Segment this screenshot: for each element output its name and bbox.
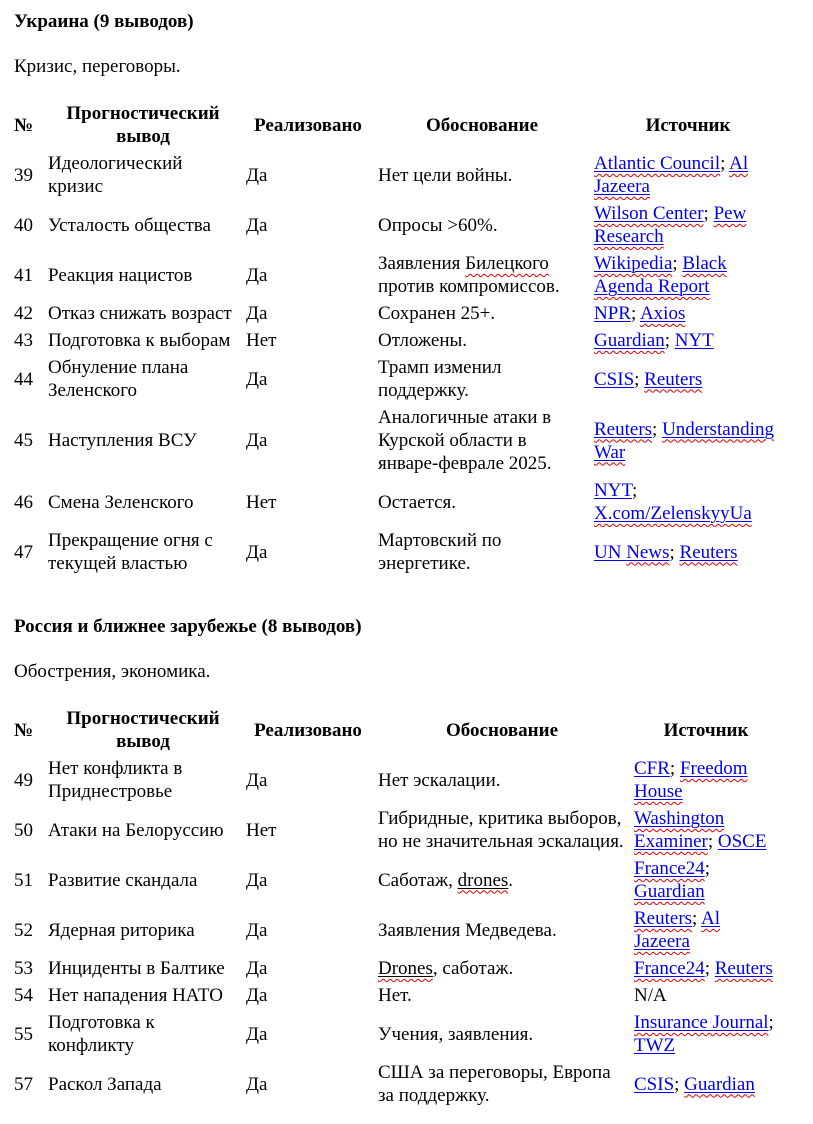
cell-rationale bbox=[374, 327, 590, 354]
cell-conclusion: Обнуление плана Зеленского bbox=[48, 357, 189, 401]
source-link[interactable] bbox=[680, 542, 738, 563]
spellcheck-underline: Washington Examiner bbox=[634, 808, 725, 852]
column-header-realized: Реализовано bbox=[254, 114, 362, 136]
cell-rationale bbox=[374, 200, 590, 250]
text-segment: ; bbox=[669, 758, 680, 779]
cell-conclusion: Ядерная риторика bbox=[48, 919, 195, 941]
cell-realized: Да bbox=[246, 919, 268, 941]
cell-realized: Да bbox=[246, 430, 268, 451]
cell-conclusion: Усталость общества bbox=[48, 214, 211, 236]
table-row bbox=[14, 982, 782, 1009]
column-header-num: № bbox=[14, 114, 34, 136]
table-row bbox=[14, 905, 782, 955]
spellcheck-underline: Al Jazeera bbox=[634, 908, 721, 952]
source-link[interactable] bbox=[634, 858, 705, 879]
cell-conclusion: Раскол Запада bbox=[48, 1073, 162, 1095]
spellcheck-underline: Guardian bbox=[634, 881, 705, 902]
cell-rationale bbox=[374, 982, 630, 1009]
cell-realized: Да bbox=[246, 869, 268, 891]
cell-num: 46 bbox=[14, 491, 33, 513]
text-segment: Нет цели войны. bbox=[378, 164, 513, 186]
cell-source bbox=[590, 300, 786, 327]
cell-realized: Да bbox=[246, 1023, 268, 1045]
cell-num: 43 bbox=[14, 330, 33, 351]
section-title: Россия и ближнее зарубежье (8 выводов) bbox=[14, 616, 362, 637]
text-segment: Остается. bbox=[378, 491, 457, 513]
spellcheck-underline: Understanding War bbox=[594, 418, 774, 463]
cell-conclusion: Подготовка к конфликту bbox=[48, 1012, 155, 1056]
section-subtitle: Кризис, переговоры. bbox=[14, 56, 181, 77]
spellcheck-underline: Insurance Journal bbox=[634, 1012, 769, 1033]
cell-conclusion: Наступления ВСУ bbox=[48, 430, 197, 451]
column-header-source: Источник bbox=[645, 114, 731, 136]
text-segment: против компромиссов. bbox=[378, 276, 560, 297]
cell-realized: Нет bbox=[246, 491, 277, 513]
table-row bbox=[14, 200, 786, 250]
source-link[interactable]: CFR bbox=[634, 758, 670, 779]
table-row bbox=[14, 354, 786, 404]
cell-rationale bbox=[374, 250, 590, 300]
column-header-source: Источник bbox=[663, 719, 749, 741]
source-link[interactable] bbox=[594, 153, 720, 174]
text-segment: ; bbox=[652, 418, 663, 440]
table-row bbox=[14, 327, 786, 354]
document-body bbox=[14, 10, 800, 1109]
cell-source bbox=[630, 955, 782, 982]
table-row bbox=[14, 805, 782, 855]
cell-rationale bbox=[374, 905, 630, 955]
cell-rationale bbox=[374, 1059, 630, 1109]
text-segment: Заявления Медведева. bbox=[378, 919, 557, 941]
text-segment: ; bbox=[692, 908, 702, 929]
cell-source bbox=[590, 200, 786, 250]
table-header-row bbox=[14, 100, 786, 150]
column-header-conclusion: Прогностический вывод bbox=[66, 103, 220, 147]
spellcheck-underline: Reuters bbox=[714, 958, 773, 979]
source-link[interactable]: NYT bbox=[674, 330, 714, 351]
table-row bbox=[14, 1059, 782, 1109]
source-link[interactable] bbox=[594, 330, 665, 351]
text-segment: ; bbox=[669, 541, 680, 563]
source-link[interactable]: NYT bbox=[594, 480, 632, 501]
cell-num: 53 bbox=[14, 958, 33, 979]
text-segment: Нет эскалации. bbox=[378, 769, 501, 791]
cell-rationale bbox=[374, 404, 590, 477]
spellcheck-underline: France24 bbox=[634, 858, 705, 879]
cell-num: 44 bbox=[14, 368, 33, 390]
text-segment: ; bbox=[674, 1073, 685, 1095]
cell-num: 40 bbox=[14, 214, 33, 236]
cell-realized: Да bbox=[246, 1073, 268, 1095]
table-row bbox=[14, 855, 782, 905]
cell-rationale bbox=[374, 150, 590, 200]
cell-realized: Да bbox=[246, 541, 268, 563]
cell-conclusion: Смена Зеленского bbox=[48, 491, 194, 513]
text-segment: ; bbox=[703, 203, 714, 224]
source-link[interactable] bbox=[594, 203, 704, 224]
source-link[interactable] bbox=[715, 958, 773, 979]
underlined-term bbox=[378, 958, 433, 979]
cell-source bbox=[630, 1009, 782, 1059]
spellcheck-underline: Freedom House bbox=[634, 758, 748, 802]
text-segment: Сохранен 25+. bbox=[378, 303, 496, 324]
cell-realized: Да bbox=[246, 985, 268, 1006]
source-link[interactable] bbox=[634, 1012, 769, 1033]
cell-conclusion: Нет конфликта в Приднестровье bbox=[48, 758, 183, 802]
spellcheck-underline: drones bbox=[457, 869, 509, 891]
text-segment: ; bbox=[704, 958, 715, 979]
cell-source bbox=[590, 327, 786, 354]
cell-rationale bbox=[374, 527, 590, 577]
source-link[interactable]: OSCE bbox=[717, 831, 767, 852]
source-link[interactable] bbox=[684, 1074, 755, 1095]
cell-conclusion: Подготовка к выборам bbox=[48, 330, 231, 351]
column-header-realized: Реализовано bbox=[254, 719, 362, 741]
misspelled-word bbox=[465, 253, 549, 274]
cell-rationale bbox=[374, 805, 630, 855]
text-segment: Трамп изменил поддержку. bbox=[378, 357, 502, 401]
cell-realized: Да bbox=[246, 368, 268, 390]
cell-realized: Да bbox=[246, 303, 268, 324]
spellcheck-underline: Atlantic Council bbox=[594, 153, 721, 174]
cell-num: 39 bbox=[14, 164, 33, 186]
cell-conclusion: Развитие скандала bbox=[48, 869, 198, 891]
source-link[interactable]: UN bbox=[594, 541, 627, 563]
cell-rationale bbox=[374, 855, 630, 905]
cell-num: 45 bbox=[14, 430, 33, 451]
spellcheck-underline: Reuters bbox=[594, 418, 653, 440]
cell-num: 51 bbox=[14, 869, 33, 891]
cell-conclusion: Реакция нацистов bbox=[48, 264, 193, 286]
spellcheck-underline: Al Jazeera bbox=[594, 153, 749, 197]
cell-conclusion: Нет нападения НАТО bbox=[48, 985, 223, 1006]
cell-realized: Да bbox=[246, 264, 268, 286]
cell-source bbox=[590, 404, 786, 477]
cell-source bbox=[630, 755, 782, 805]
source-link[interactable] bbox=[626, 542, 669, 563]
table-row bbox=[14, 477, 786, 527]
cell-source bbox=[630, 905, 782, 955]
section-2 bbox=[14, 615, 800, 1109]
table-row bbox=[14, 404, 786, 477]
cell-num: 55 bbox=[14, 1023, 33, 1045]
cell-rationale bbox=[374, 477, 590, 527]
column-header-rationale: Обоснование bbox=[445, 719, 559, 741]
spellcheck-underline: Wilson Center bbox=[594, 203, 704, 224]
section-subtitle: Обострения, экономика. bbox=[14, 661, 211, 682]
cell-num: 57 bbox=[14, 1073, 33, 1095]
cell-source bbox=[630, 982, 782, 1009]
cell-conclusion: Атаки на Белоруссию bbox=[48, 819, 224, 841]
source-link[interactable] bbox=[594, 253, 672, 274]
text-segment: ; bbox=[634, 368, 645, 390]
text-segment: ; bbox=[632, 480, 638, 501]
spellcheck-underline: Axios bbox=[639, 303, 686, 324]
cell-realized: Да bbox=[246, 958, 268, 979]
cell-realized: Да bbox=[246, 164, 268, 186]
spellcheck-underline: Drones bbox=[378, 958, 433, 979]
section-1 bbox=[14, 10, 800, 577]
source-link[interactable]: CSIS bbox=[594, 368, 635, 390]
text-segment: Отложены. bbox=[378, 330, 468, 351]
spellcheck-underline: Reuters bbox=[634, 908, 693, 929]
text-segment: Нет. bbox=[378, 985, 412, 1006]
text-segment: , саботаж. bbox=[432, 958, 514, 979]
cell-source bbox=[630, 1059, 782, 1109]
source-link[interactable] bbox=[594, 419, 652, 440]
spellcheck-underline: X.com/ZelenskyyUa bbox=[594, 503, 752, 524]
table-row bbox=[14, 527, 786, 577]
source-link[interactable] bbox=[640, 303, 685, 324]
spellcheck-underline: Билецкого bbox=[465, 253, 549, 274]
cell-source bbox=[590, 354, 786, 404]
forecast-table-1 bbox=[14, 100, 786, 577]
spellcheck-underline: Guardian bbox=[594, 330, 665, 351]
text-segment: Учения, заявления. bbox=[378, 1023, 534, 1045]
cell-realized: Нет bbox=[246, 819, 277, 841]
cell-source bbox=[590, 527, 786, 577]
cell-source bbox=[630, 855, 782, 905]
source-link[interactable] bbox=[634, 908, 692, 929]
cell-num: 49 bbox=[14, 769, 33, 791]
text-segment: Саботаж, bbox=[378, 869, 458, 891]
underlined-term bbox=[458, 870, 509, 891]
spellcheck-underline: News bbox=[626, 541, 670, 563]
cell-realized: Да bbox=[246, 214, 268, 236]
forecast-table-2 bbox=[14, 705, 782, 1109]
table-row bbox=[14, 300, 786, 327]
text-segment: ; bbox=[720, 153, 730, 174]
spellcheck-underline: Wikipedia bbox=[594, 253, 673, 274]
table-row bbox=[14, 955, 782, 982]
cell-source bbox=[590, 250, 786, 300]
source-link[interactable] bbox=[594, 503, 752, 524]
spellcheck-underline: Reuters bbox=[644, 368, 703, 390]
table-row bbox=[14, 755, 782, 805]
spellcheck-underline: Black Agenda Report bbox=[594, 253, 727, 297]
text-segment: Опросы >60%. bbox=[378, 214, 498, 236]
text-segment: ; bbox=[664, 330, 675, 351]
text-segment: ; bbox=[768, 1012, 774, 1033]
cell-source bbox=[590, 477, 786, 527]
column-header-conclusion: Прогностический вывод bbox=[66, 708, 220, 752]
cell-rationale bbox=[374, 354, 590, 404]
cell-num: 41 bbox=[14, 264, 33, 286]
source-link[interactable] bbox=[634, 881, 705, 902]
text-segment: ; bbox=[704, 858, 710, 879]
column-header-num: № bbox=[14, 719, 34, 741]
spellcheck-underline: Pew Research bbox=[594, 203, 747, 247]
source-link[interactable] bbox=[634, 958, 705, 979]
cell-num: 47 bbox=[14, 541, 33, 563]
cell-conclusion: Прекращение огня с текущей властью bbox=[48, 530, 213, 574]
text-segment: ; bbox=[707, 831, 718, 852]
text-segment: ; bbox=[672, 253, 683, 274]
source-link[interactable]: CSIS bbox=[634, 1073, 675, 1095]
text-segment: Заявления bbox=[378, 253, 466, 274]
source-link[interactable] bbox=[644, 369, 702, 390]
text-segment: Аналогичные атаки в Курской области в январе-феврале 2025. bbox=[378, 407, 552, 474]
spellcheck-underline: Guardian bbox=[684, 1073, 755, 1095]
cell-realized: Нет bbox=[246, 330, 277, 351]
source-link[interactable]: TWZ bbox=[634, 1035, 676, 1056]
cell-conclusion: Отказ снижать возраст bbox=[48, 303, 232, 324]
text-segment: ; bbox=[630, 303, 640, 324]
cell-source bbox=[630, 805, 782, 855]
text-segment: США за переговоры, Европа за поддержку. bbox=[378, 1062, 611, 1106]
section-title: Украина (9 выводов) bbox=[14, 11, 194, 32]
text-segment: N/A bbox=[634, 985, 667, 1006]
cell-num: 50 bbox=[14, 819, 33, 841]
spellcheck-underline: France24 bbox=[634, 958, 705, 979]
cell-rationale bbox=[374, 300, 590, 327]
cell-num: 54 bbox=[14, 985, 33, 1006]
source-link[interactable]: NPR bbox=[594, 303, 631, 324]
text-segment: . bbox=[508, 869, 514, 891]
cell-conclusion: Инциденты в Балтике bbox=[48, 958, 225, 979]
table-row bbox=[14, 1009, 782, 1059]
column-header-rationale: Обоснование bbox=[425, 114, 539, 136]
cell-rationale bbox=[374, 1009, 630, 1059]
spellcheck-underline: Reuters bbox=[679, 541, 738, 563]
cell-source bbox=[590, 150, 786, 200]
cell-num: 52 bbox=[14, 919, 33, 941]
cell-realized: Да bbox=[246, 769, 268, 791]
table-header-row bbox=[14, 705, 782, 755]
cell-num: 42 bbox=[14, 303, 33, 324]
cell-rationale bbox=[374, 955, 630, 982]
table-row bbox=[14, 150, 786, 200]
text-segment: Гибридные, критика выборов, но не значительная эскалация. bbox=[378, 808, 624, 852]
table-row bbox=[14, 250, 786, 300]
cell-rationale bbox=[374, 755, 630, 805]
text-segment: Мартовский по энергетике. bbox=[378, 530, 502, 574]
cell-conclusion: Идеологический кризис bbox=[48, 153, 183, 197]
